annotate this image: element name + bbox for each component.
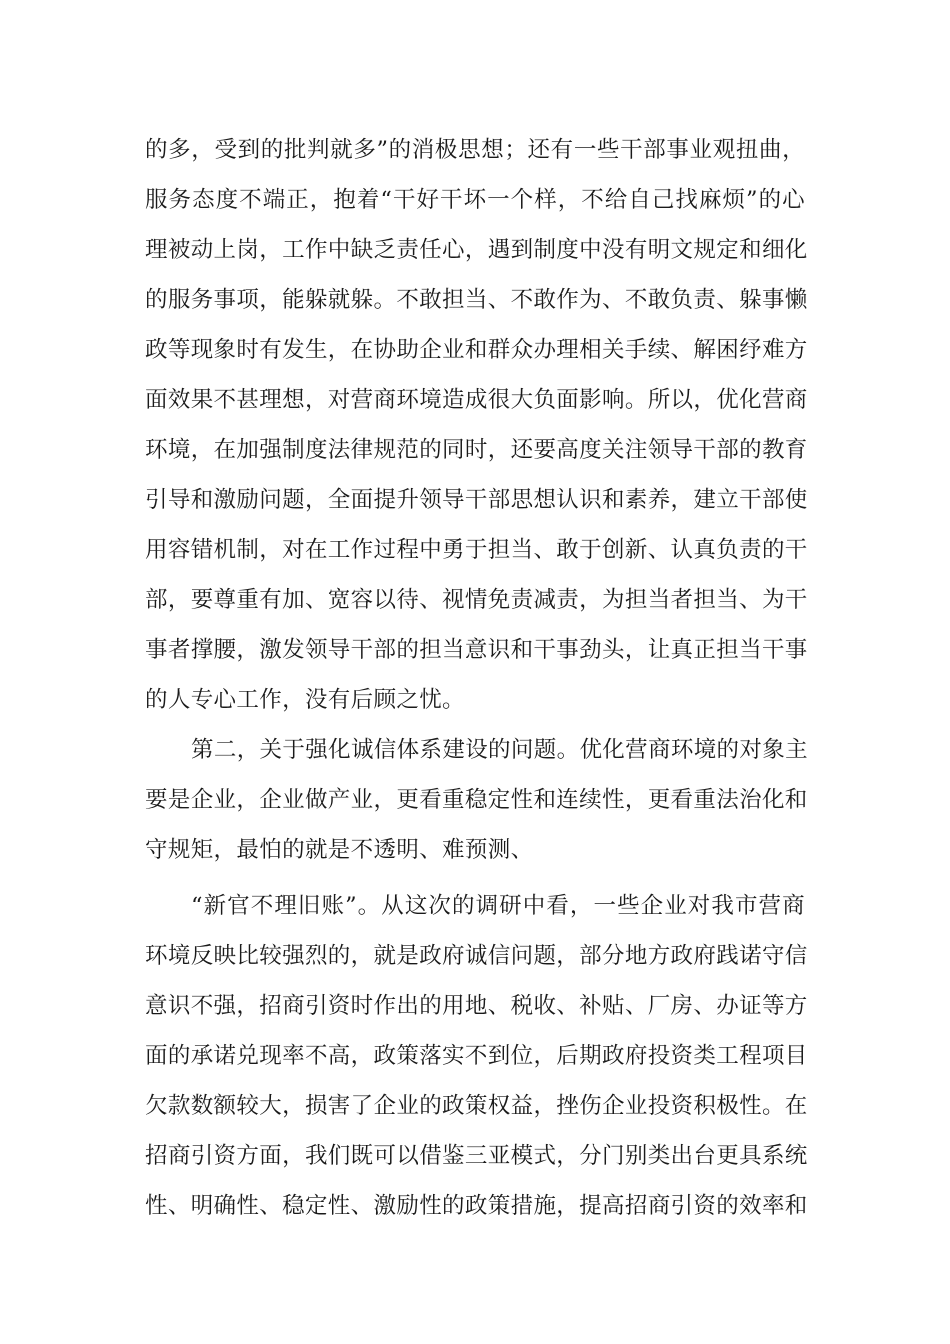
text-line: 引导和激励问题，全面提升领导干部思想认识和素养，建立干部使 [145, 487, 808, 513]
text-line: 守规矩，最怕的就是不透明、难预测、 [145, 837, 534, 863]
text-line: 面效果不甚理想，对营商环境造成很大负面影响。所以，优化营商 [145, 387, 808, 413]
text-line: 部，要尊重有加、宽容以待、视情免责减责，为担当者担当、为干 [145, 587, 808, 613]
text-line: 的人专心工作，没有后顾之忧。 [145, 687, 465, 713]
paragraph-first-line: 第二，关于强化诚信体系建设的问题。优化营商环境的对象主 [191, 737, 808, 763]
text-line: 用容错机制，对在工作过程中勇于担当、敢于创新、认真负责的干 [145, 537, 808, 563]
text-line: 意识不强，招商引资时作出的用地、税收、补贴、厂房、办证等方 [145, 993, 808, 1019]
text-line: 的服务事项，能躲就躲。不敢担当、不敢作为、不敢负责、躲事懒 [145, 287, 808, 313]
text-line: 理被动上岗，工作中缺乏责任心，遇到制度中没有明文规定和细化 [145, 237, 808, 263]
text-line: 欠款数额较大，损害了企业的政策权益，挫伤企业投资积极性。在 [145, 1093, 808, 1119]
text-line: 的多，受到的批判就多”的消极思想；还有一些干部事业观扭曲， [145, 137, 805, 163]
text-line: 招商引资方面，我们既可以借鉴三亚模式，分门别类出台更具系统 [145, 1143, 808, 1169]
paragraph-first-line: “新官不理旧账”。从这次的调研中看，一些企业对我市营商 [191, 893, 805, 919]
text-line: 环境反映比较强烈的，就是政府诚信问题，部分地方政府践诺守信 [145, 943, 808, 969]
text-line: 性、明确性、稳定性、激励性的政策措施，提高招商引资的效率和 [145, 1193, 808, 1219]
text-line: 环境，在加强制度法律规范的同时，还要高度关注领导干部的教育 [145, 437, 808, 463]
text-line: 要是企业，企业做产业，更看重稳定性和连续性，更看重法治化和 [145, 787, 808, 813]
text-line: 事者撑腰，激发领导干部的担当意识和干事劲头，让真正担当干事 [145, 637, 808, 663]
text-line: 服务态度不端正，抱着“干好干坏一个样，不给自己找麻烦”的心 [145, 187, 805, 213]
text-line: 政等现象时有发生，在协助企业和群众办理相关手续、解困纾难方 [145, 337, 808, 363]
text-line: 面的承诺兑现率不高，政策落实不到位，后期政府投资类工程项目 [145, 1043, 808, 1069]
